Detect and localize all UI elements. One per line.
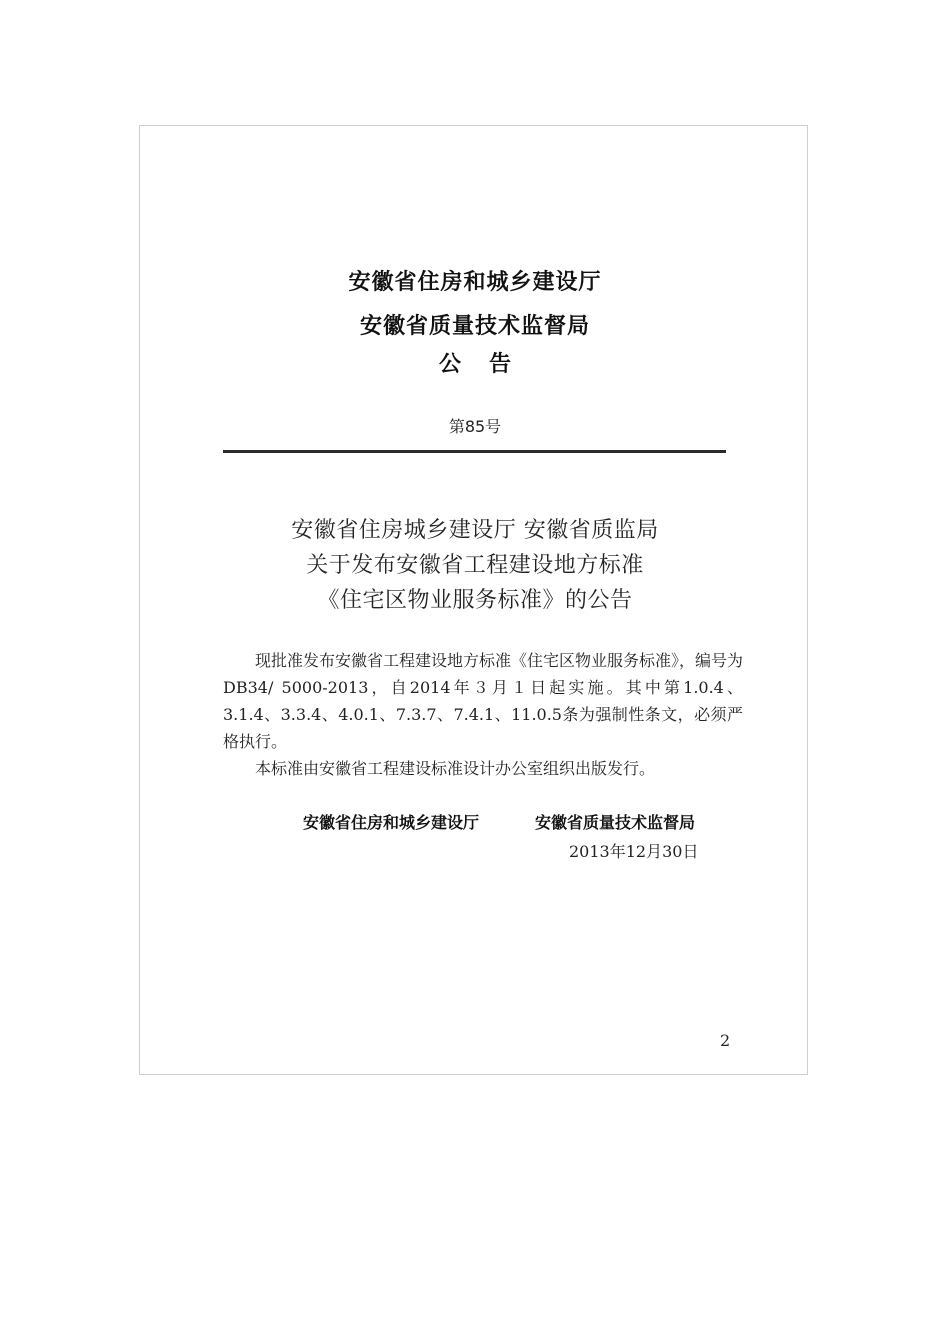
signer-quality-bureau: 安徽省质量技术监督局 <box>535 813 696 832</box>
document-number: 第85号 <box>448 417 502 436</box>
notice-title-line-1: 安徽省住房城乡建设厅 安徽省质监局 <box>291 518 659 543</box>
notice-title-line-2: 关于发布安徽省工程建设地方标准 <box>306 553 644 578</box>
notice-heading: 公告 <box>438 352 539 377</box>
issuer-quality-bureau: 安徽省质量技术监督局 <box>359 314 590 339</box>
body-paragraph-2: 本标准由安徽省工程建设标准设计办公室组织出版发行。 <box>255 759 656 778</box>
header-divider <box>223 450 726 453</box>
signer-housing-department: 安徽省住房和城乡建设厅 <box>303 813 480 832</box>
notice-body <box>223 647 743 782</box>
signature-date: 2013年12月30日 <box>569 842 699 861</box>
notice-title-line-3: 《住宅区物业服务标准》的公告 <box>317 588 633 613</box>
issuer-housing-department: 安徽省住房和城乡建设厅 <box>348 270 602 295</box>
page-number: 2 <box>720 1031 731 1050</box>
body-paragraph-1: 现批准发布安徽省工程建设地方标准《住宅区物业服务标准》，编号为DB34/ 5000-2013，自2014年３月１日起实施。其中第1.0.4、3.1.4、3.3.4、4.0.1、7.3.7、7.4.1、11.0.5条为强制性条文，必须严格执行。 <box>223 651 744 751</box>
